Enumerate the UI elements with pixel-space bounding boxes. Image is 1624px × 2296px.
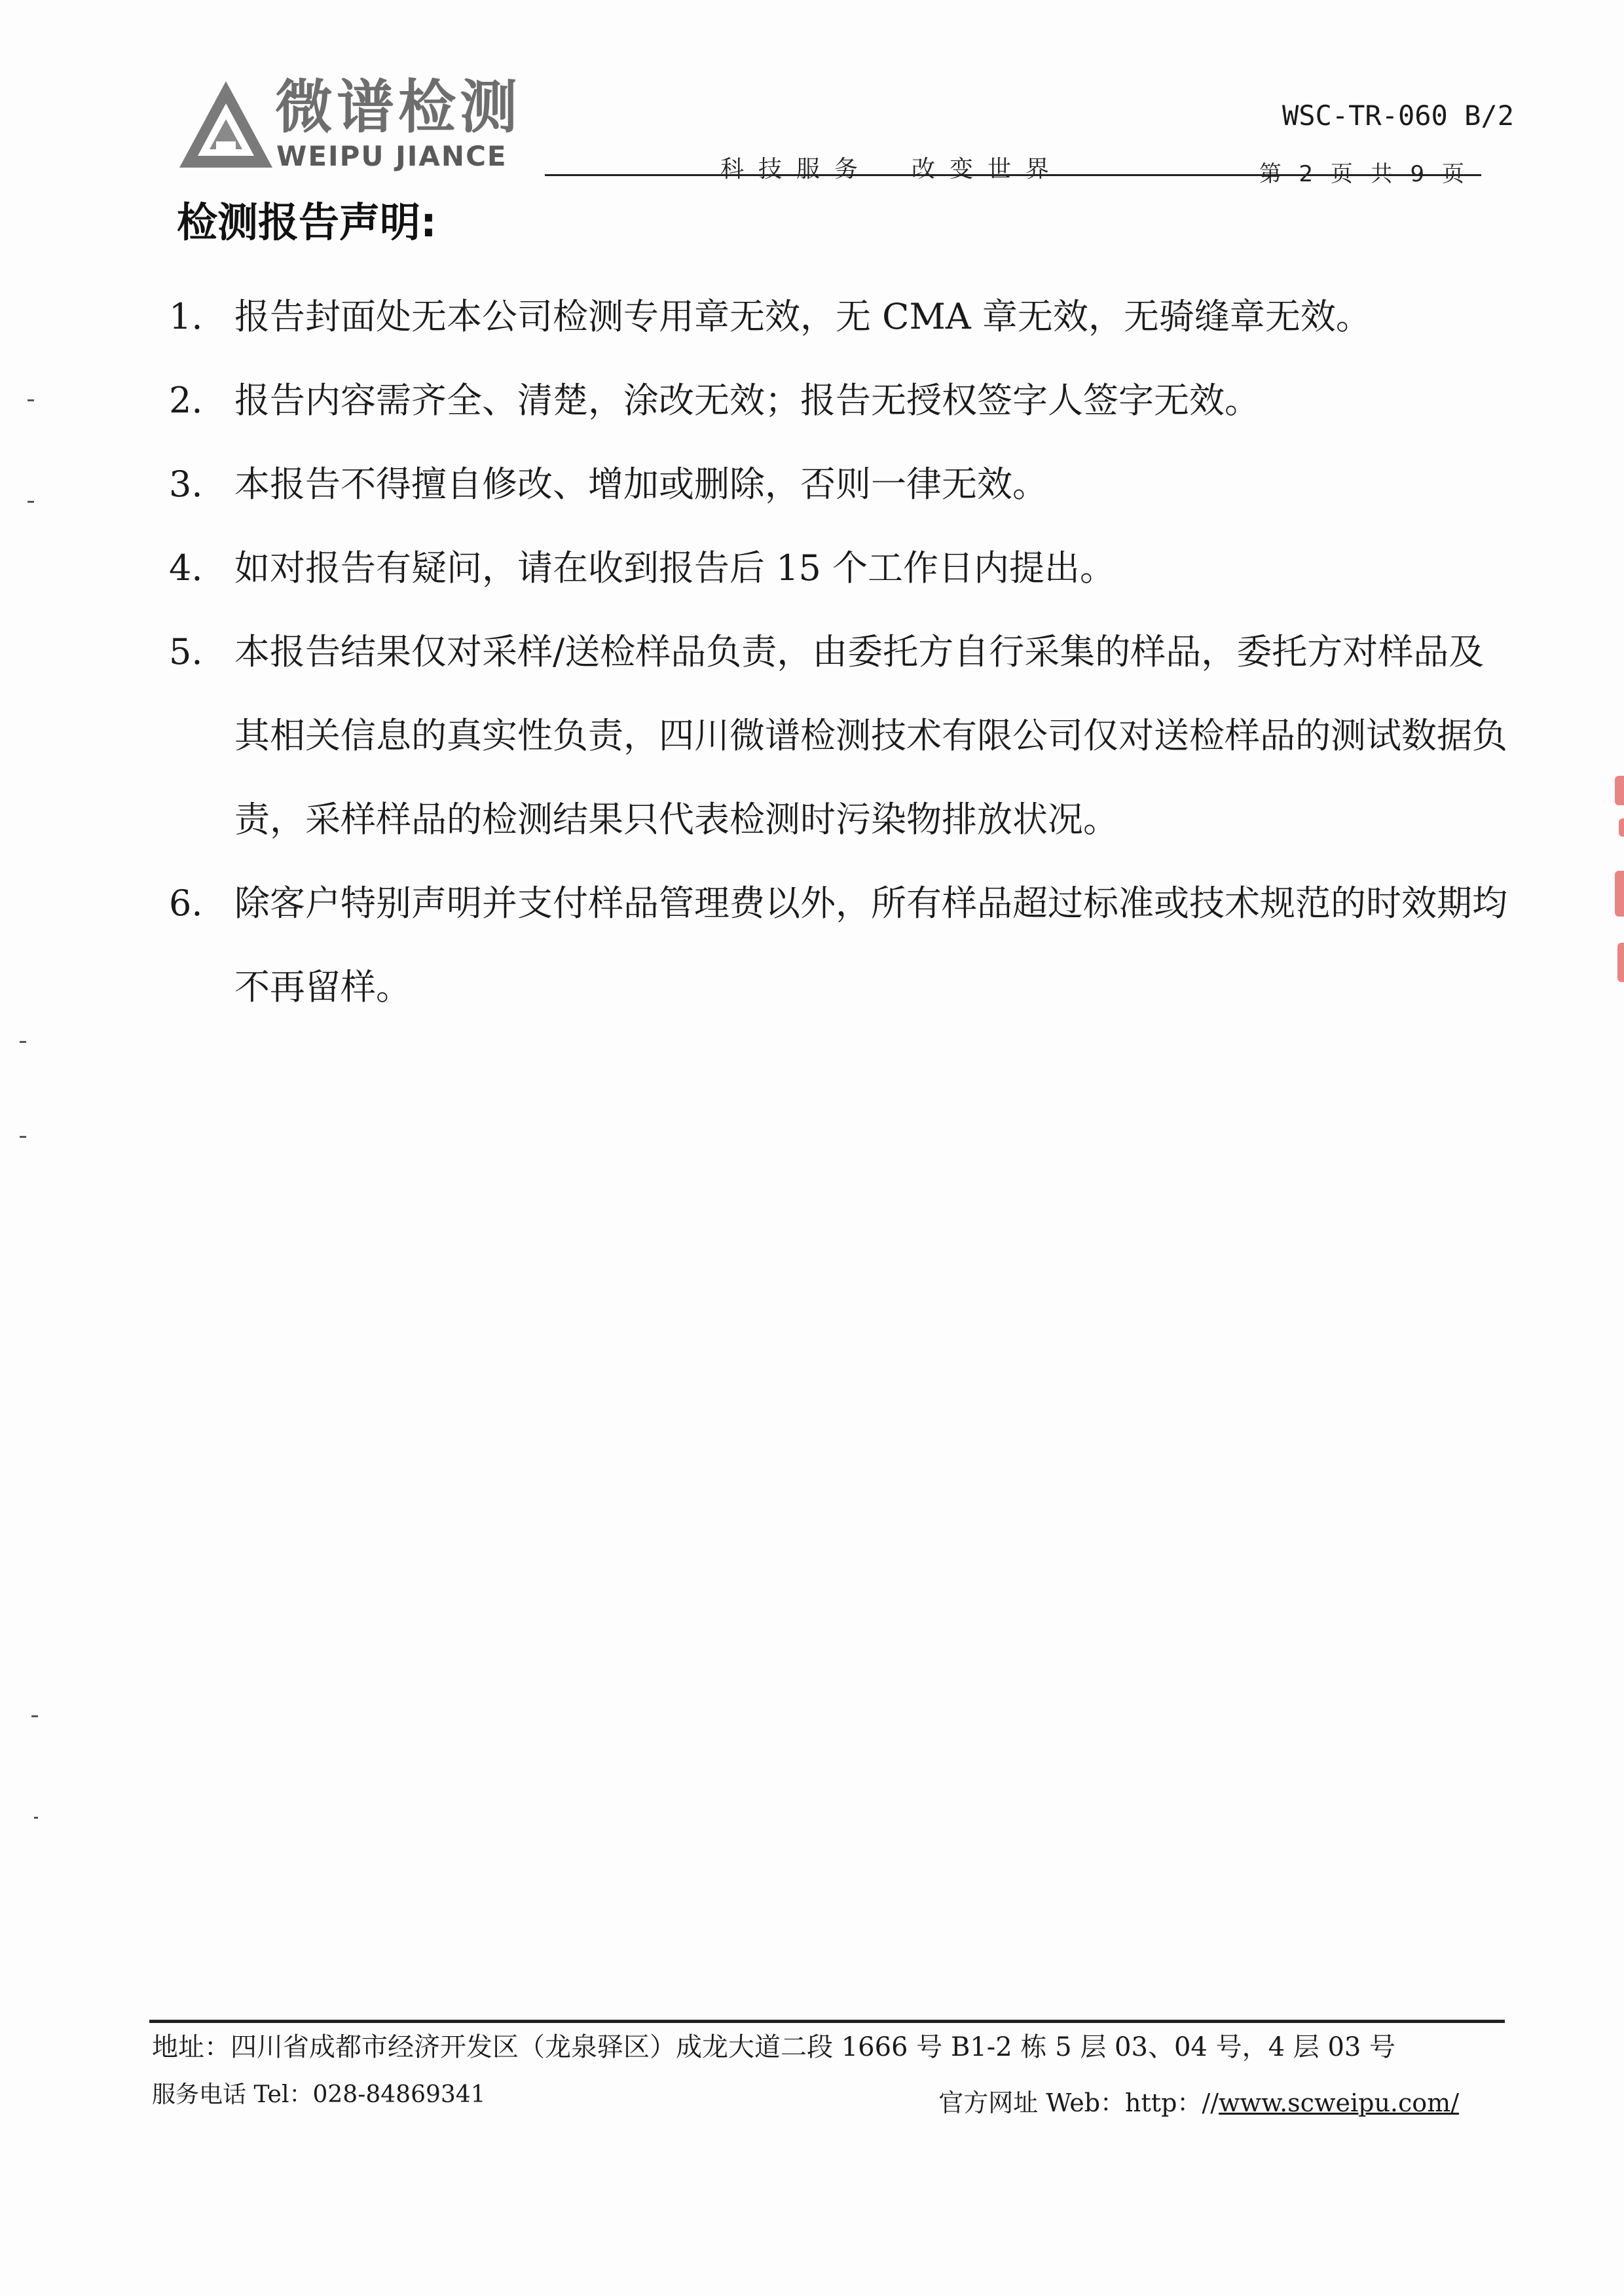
page-number: 第 2 页 共 9 页 <box>1259 161 1469 187</box>
footer-website <box>938 2083 1459 2123</box>
item-number: 5. <box>169 631 203 672</box>
page-title: 检测报告声明: <box>177 198 437 246</box>
list-item <box>169 359 1518 443</box>
seal-edge-mark <box>1615 871 1624 917</box>
list-item <box>169 443 1518 526</box>
document-code: WSC-TR-060 B/2 <box>1282 100 1514 132</box>
scan-mark <box>34 1817 38 1819</box>
item-text: 本报告结果仅对采样/送检样品负责，由委托方自行采集的样品，委托方对样品及其相关信息的真实性负责，四川微谱检测技术有限公司仅对送检样品的测试数据负责，采样样品的检测结果只代表检测时污染物排放状况。 <box>234 631 1507 840</box>
scan-mark <box>20 1136 26 1138</box>
list-item <box>169 610 1518 862</box>
item-text: 本报告不得擅自修改、增加或删除，否则一律无效。 <box>234 464 1048 505</box>
scan-mark <box>31 1715 38 1717</box>
website-link[interactable]: www.scweipu.com/ <box>1219 2088 1459 2117</box>
slogan-left: 科技服务 <box>720 156 873 183</box>
item-text: 报告内容需齐全、清楚，涂改无效；报告无授权签字人签字无效。 <box>234 380 1260 421</box>
list-item <box>169 526 1518 610</box>
company-logo <box>177 72 544 177</box>
item-number: 6. <box>169 883 203 924</box>
slogan-right: 改变世界 <box>912 156 1064 183</box>
seal-edge-mark <box>1615 776 1624 805</box>
scan-mark <box>28 399 34 401</box>
list-item <box>169 862 1518 1029</box>
item-number: 4. <box>169 547 203 589</box>
item-text: 报告封面处无本公司检测专用章无效，无 CMA 章无效，无骑缝章无效。 <box>234 296 1371 337</box>
statement-list <box>169 275 1518 1029</box>
item-text: 如对报告有疑问，请在收到报告后 15 个工作日内提出。 <box>234 547 1116 589</box>
logo-english-name: WEIPU JIANCE <box>276 140 507 172</box>
seal-edge-mark <box>1619 818 1624 837</box>
item-text: 除客户特别声明并支付样品管理费以外，所有样品超过标准或技术规范的时效期均不再留样。 <box>234 883 1507 1008</box>
header-divider <box>545 174 1481 176</box>
logo-triangle-icon <box>177 79 275 170</box>
footer-address: 地址：四川省成都市经济开发区（龙泉驿区）成龙大道二段 1666 号 B1-2 栋 5 层 03、04 号，4 层 03 号 <box>152 2032 1396 2062</box>
slogan <box>720 151 1063 184</box>
item-number: 3. <box>169 464 203 505</box>
item-number: 1. <box>169 296 203 337</box>
website-label: 官方网址 Web：http：// <box>938 2088 1219 2117</box>
scan-mark <box>28 501 34 503</box>
seal-edge-mark <box>1617 943 1624 982</box>
item-number: 2. <box>169 380 203 421</box>
list-item <box>169 275 1518 359</box>
scan-mark <box>20 1041 26 1043</box>
footer-phone: 服务电话 Tel：028-84869341 <box>152 2081 486 2108</box>
logo-chinese-name: 微谱检测 <box>275 73 522 141</box>
